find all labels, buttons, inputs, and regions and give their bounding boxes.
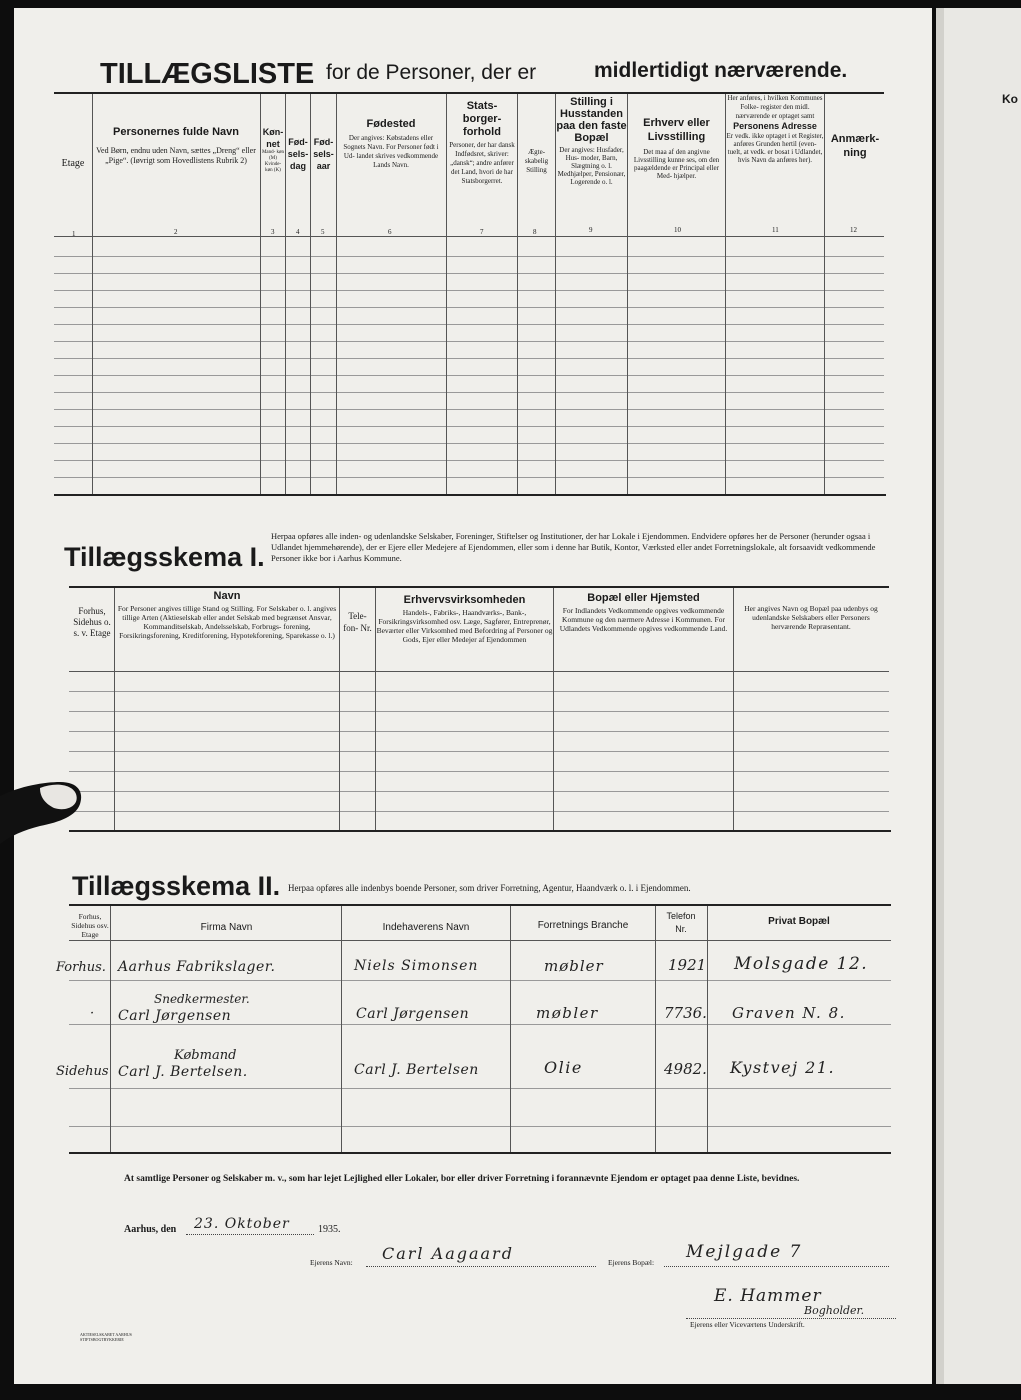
col-number: 9 [589,226,593,234]
form-title-rest: for de Personer, der er [326,61,537,84]
row2-branche: møbler [536,1004,599,1022]
col-statsborger-header: Stats- borger- forhold Personer, der har dansk Indfødsret, skriver: „dansk“; andre anfører det Land, hvori de har Statsborgerret. [449,100,515,185]
skema1-col-telefon: Tele- fon- Nr. [343,611,372,633]
skema2-col-firma: Firma Navn [200,922,253,933]
next-page-edge [936,8,1021,1384]
form-title: TILLÆGSLISTE [100,58,315,90]
col-fodselsdag-header: Fød- sels- dag [287,137,309,171]
skema1-description: Herpaa opføres alle inden- og udenlandske Selskaber, Foreninger, Stiftelser og Institutioner, der har Lokale i Ejendommen. Endvidere opføres her de Personer (herunder ogsaa i Udlandet hjemmehørende), der er Ejere eller Medejere af Ejendommen, eller som i denne har Butik, Kontor, Værksted eller andet Forretningslokale, alt forsaavidt vedkommende Personer ikke bor i Aarhus Kommune. [271,531,876,563]
skema1-col-repraesentant: Her angives Navn og Bopæl paa udenbys og udenlandske Selskabers eller Personers herværende Repræsentant. [744,604,878,631]
finger-shape [0,778,85,848]
skema2-col-branche: Forretnings Branche [537,920,629,931]
col-number: 11 [772,226,779,234]
owner-name: Carl Aagaard [382,1244,514,1263]
city-label: Aarhus, den [124,1224,177,1235]
col-name-header: Personernes fulde Navn Ved Børn, endnu uden Navn, sættes „Dreng“ eller „Pige“. (Iøvrigt som Hovedlistens Rubrik 2) [96,126,256,165]
col-number: 2 [174,228,178,236]
col-kon-header: Køn- net Mand- køn (M) Kvinde- køn (K) [261,127,285,173]
col-number: 12 [850,226,857,234]
col-fodselsaar-header: Fød- sels- aar [313,137,334,171]
col-number: 1 [72,230,76,238]
col-number: 6 [388,228,392,236]
row3-branche: Olie [544,1058,583,1077]
col-number: 4 [296,228,300,236]
signer-label: Ejerens eller Viceværtens Underskrift. [690,1320,805,1329]
year-value: 1935. [318,1224,341,1235]
col-anmaerkning-header: Anmærk- ning [830,133,880,159]
row1-bopael: Molsgade 12. [734,954,869,974]
row2-firma-above: Snedkermester. [154,992,250,1006]
row2-etage: · [90,1006,95,1021]
col-number: 8 [533,228,537,236]
row1-firma: Aarhus Fabrikslager. [118,959,276,975]
row1-etage: Forhus. [56,960,106,975]
form-page [14,8,932,1384]
owner-label: Ejerens Navn: [310,1258,353,1267]
owner-address: Mejlgade 7 [686,1242,803,1262]
skema2-title: Tillægsskema II. [72,871,281,901]
row3-bopael: Kystvej 21. [730,1058,836,1077]
row3-telefon: 4982. [664,1060,707,1078]
skema2-col-bopael: Privat Bopæl [768,916,830,927]
col-number: 5 [321,228,325,236]
skema2-col-telefon: Telefon Nr. [666,911,696,934]
row3-firma-above: Købmand [174,1048,237,1063]
form-title-bold: midlertidigt nærværende. [594,59,848,82]
col-aegteskabelig-header: Ægte- skabelig Stilling [524,148,549,174]
col-erhverv-header: Erhverv eller Livsstilling Det maa af den angivne Livsstilling kunne ses, om den paagældende er Principal eller Med- hjælper. [633,117,720,180]
date-value: 23. Oktober [194,1216,290,1232]
row2-telefon: 7736. [664,1004,707,1022]
next-page-text: Ko [1002,92,1018,106]
skema1-col-erhverv: Erhvervsvirksomheden Handels-, Fabriks-, Haandværks-, Bank-, Forsikringsvirksomhed osv. Læge, Sagfører, Entreprenør, Beværter eller Virksomhed med Befordring af Personer og Gods, Ejer eller Medejer af Ejendommen [376,594,553,644]
skema1-title: Tillægsskema I. [64,542,265,572]
skema1-col-etage: Forhus, Sidehus o. s. v. Etage [73,606,111,638]
row1-indehaver: Niels Simonsen [354,958,479,974]
signature-title: Bogholder. [804,1304,865,1317]
skema2-col-indehaver: Indehaverens Navn [382,922,470,933]
col-stilling-header: Stilling i Husstanden paa den faste Bopæl Der angives: Husfader, Hus- moder, Barn, Slægtning o. l. Medhjælper, Pensionær, Logerende o. l. [556,96,627,186]
row3-firma: Carl J. Bertelsen. [118,1064,248,1080]
col-adresse-header: Her anføres, i hvilken Kommunes Folke- register den midl. nærværende er optaget samt Personens Adresse Er vedk. ikke optaget i et Register, anføres Grunden hertil (even- tuelt, at vedk. er bosat i Udlandet, hvis Navn da anføres her). [726,94,824,164]
col-fodested-header: Fødested Der angives: Købstadens eller Sognets Navn. For Personer født i Ud- landet skrives vedkommende Lands Navn. [343,118,439,169]
row1-telefon: 1921 [668,956,707,974]
row2-bopael: Graven N. 8. [732,1004,846,1022]
skema2-col-etage: Forhus, Sidehus osv. Etage [71,912,109,939]
col-number: 10 [674,226,681,234]
printer-mark: AKTIESELSKABET AARHUS STIFTSBOGTRYKKERIE [80,1332,132,1342]
skema1-col-navn: Navn For Personer angives tillige Stand og Stilling. For Selskaber o. l. angives tillige Arten (Aktieselskab eller andet Selskab med begrænset Ansvar, Kommanditselskab, Andelsselskab, Forbrugs- forening, Forsikringsforening, Kreditforening, Hypotekforening, Sparekasse o. l.) [117,590,337,640]
col-number: 7 [480,228,484,236]
row2-firma: Carl Jørgensen [118,1008,232,1024]
skema1-col-bopael: Bopæl eller Hjemsted For Indlandets Vedkommende opgives vedkommende Kommune og den nærmere Adresse i Kommunen. For Udlandets Vedkommende opgives vedkommende Land. [559,592,728,633]
signature: E. Hammer [714,1286,822,1306]
address-label: Ejerens Bopæl: [608,1258,655,1267]
col-etage-header: Etage [61,158,85,169]
skema2-description: Herpaa opføres alle indenbys boende Personer, som driver Forretning, Agentur, Haandværk o. l. i Ejendommen. [288,883,691,893]
row3-indehaver: Carl J. Bertelsen [354,1062,479,1078]
certification-statement: At samtlige Personer og Selskaber m. v., som har lejet Lejlighed eller Lokaler, bor eller driver Forretning i forannævnte Ejendom er optaget paa denne Liste, bevidnes. [124,1174,800,1184]
row3-etage: Sidehus [56,1064,109,1079]
col-number: 3 [271,228,275,236]
row2-indehaver: Carl Jørgensen [356,1006,470,1022]
row1-branche: møbler [544,957,604,975]
